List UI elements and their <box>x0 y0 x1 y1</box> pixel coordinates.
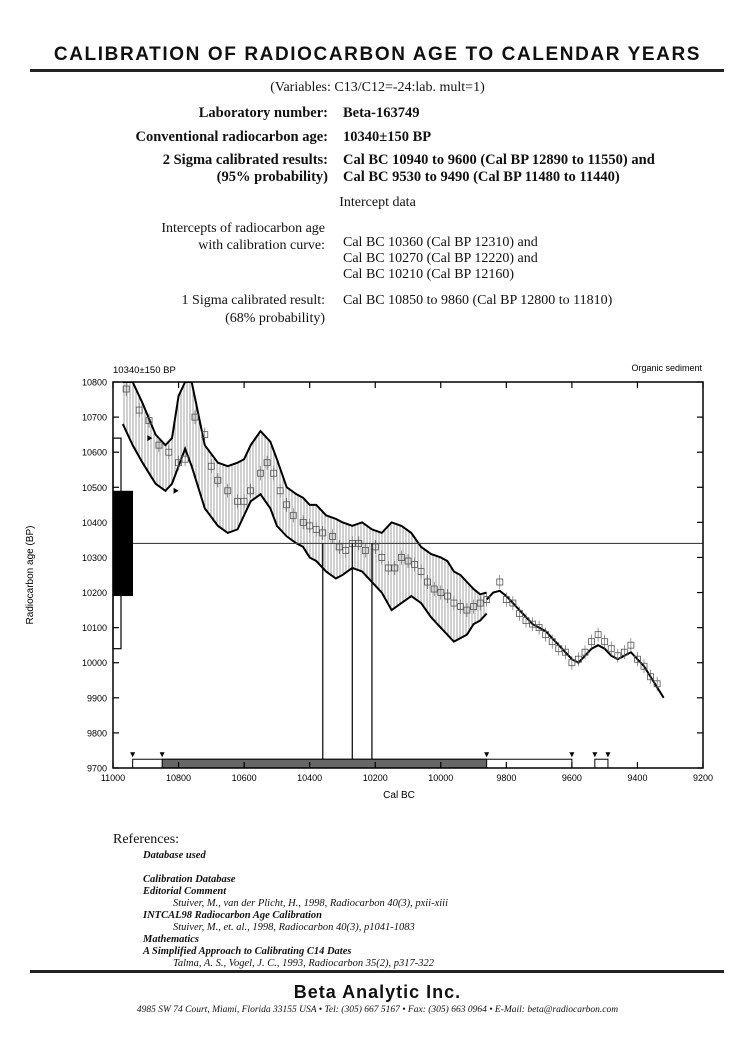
y-axis-label: Radiocarbon age (BP) <box>25 525 36 625</box>
intercepts-label: Intercepts of radiocarbon age <box>161 221 325 236</box>
range-end-marker <box>592 752 597 757</box>
sigma2-result-2: Cal BC 9530 to 9490 (Cal BP 11480 to 11440) <box>343 169 620 185</box>
reference-line: Stuiver, M., van der Plicht, H., 1998, Radiocarbon 40(3), pxii-xiii <box>173 898 448 909</box>
y-tick-label: 9700 <box>86 763 107 774</box>
y-tick-label: 10500 <box>81 482 107 493</box>
age-label: Conventional radiocarbon age: <box>135 129 328 145</box>
intercept-1: Cal BC 10360 (Cal BP 12310) and <box>343 235 538 250</box>
one-sigma-age-box <box>113 491 133 596</box>
page-title: CALIBRATION OF RADIOCARBON AGE TO CALENDAR YEARS <box>53 44 702 65</box>
y-tick-label: 10700 <box>81 412 107 423</box>
range-end-marker <box>484 752 489 757</box>
reference-line: Calibration Database <box>143 874 236 885</box>
sigma2-result-1: Cal BC 10940 to 9600 (Cal BP 12890 to 11550) and <box>343 152 655 168</box>
range-end-marker <box>160 752 165 757</box>
y-tick-label: 10400 <box>81 517 107 528</box>
one-sigma-range-bar <box>162 759 487 768</box>
sigma1-probability: (68% probability) <box>225 311 325 326</box>
title-rule <box>30 69 724 72</box>
calibration-curve-line <box>487 591 664 698</box>
y-tick-label: 10000 <box>81 658 107 669</box>
reference-line: Mathematics <box>143 934 200 945</box>
reference-line: INTCAL98 Radiocarbon Age Calibration <box>143 910 323 921</box>
range-end-marker <box>605 752 610 757</box>
x-tick-label: 10000 <box>428 773 454 783</box>
reference-line: Stuiver, M., et. al., 1998, Radiocarbon 40(3), p1041-1083 <box>173 922 415 933</box>
company-name: Beta Analytic Inc. <box>293 982 462 1002</box>
y-tick-label: 9800 <box>86 728 107 739</box>
range-end-marker <box>130 752 135 757</box>
range-end-marker <box>569 752 574 757</box>
lab-number-label: Laboratory number: <box>198 105 328 121</box>
y-tick-label: 10200 <box>81 588 107 599</box>
x-tick-label: 9800 <box>496 773 517 783</box>
reference-line: Talma, A. S., Vogel, J. C., 1993, Radiocarbon 35(2), p317-322 <box>173 958 435 969</box>
y-tick-label: 9900 <box>86 693 107 704</box>
reference-line: A Simplified Approach to Calibrating C14 Dates <box>143 946 352 957</box>
chart-title-left: 10340±150 BP <box>113 365 176 376</box>
intercept-2: Cal BC 10270 (Cal BP 12220) and <box>343 251 538 266</box>
sigma2-probability: (95% probability) <box>216 169 328 185</box>
sigma2-label: 2 Sigma calibrated results: <box>162 152 328 168</box>
y-tick-label: 10600 <box>81 447 107 458</box>
reference-line: Editorial Comment <box>143 886 227 897</box>
x-tick-label: 10400 <box>297 773 323 783</box>
calibration-chart <box>0 355 755 815</box>
y-tick-label: 10100 <box>81 623 107 634</box>
x-tick-label: 9600 <box>561 773 582 783</box>
sigma1-result: Cal BC 10850 to 9860 (Cal BP 12800 to 11810) <box>343 293 613 308</box>
lab-number-value: Beta-163749 <box>343 105 420 121</box>
intercept-heading: Intercept data <box>339 195 416 210</box>
reference-line: Database used <box>143 850 206 861</box>
variables-line: (Variables: C13/C12=-24:lab. mult=1) <box>270 80 485 95</box>
x-tick-label: 10800 <box>166 773 192 783</box>
x-tick-label: 9400 <box>627 773 648 783</box>
company-address: 4985 SW 74 Court, Miami, Florida 33155 USA • Tel: (305) 667 5167 • Fax: (305) 663 0964 • E-Mail: beta@radiocarbon.com <box>136 1005 619 1015</box>
chart-title-right: Organic sediment <box>631 363 702 373</box>
calibration-band-fill <box>123 382 487 642</box>
two-sigma-range-bar <box>595 759 608 768</box>
x-tick-label: 9200 <box>692 773 714 783</box>
sigma1-label: 1 Sigma calibrated result: <box>181 293 325 308</box>
age-value: 10340±150 BP <box>343 129 432 145</box>
y-tick-label: 10800 <box>81 377 107 388</box>
x-tick-label: 10600 <box>231 773 257 783</box>
intercept-3: Cal BC 10210 (Cal BP 12160) <box>343 267 514 282</box>
references-heading: References: <box>113 832 180 847</box>
lower-sigma-marker <box>174 488 179 494</box>
footer-rule <box>30 970 724 973</box>
x-tick-label: 10200 <box>362 773 388 783</box>
y-tick-label: 10300 <box>81 552 107 563</box>
x-tick-label: 11000 <box>100 773 126 783</box>
intercepts-label-2: with calibration curve: <box>198 238 325 253</box>
x-axis-label: Cal BC <box>383 790 415 801</box>
